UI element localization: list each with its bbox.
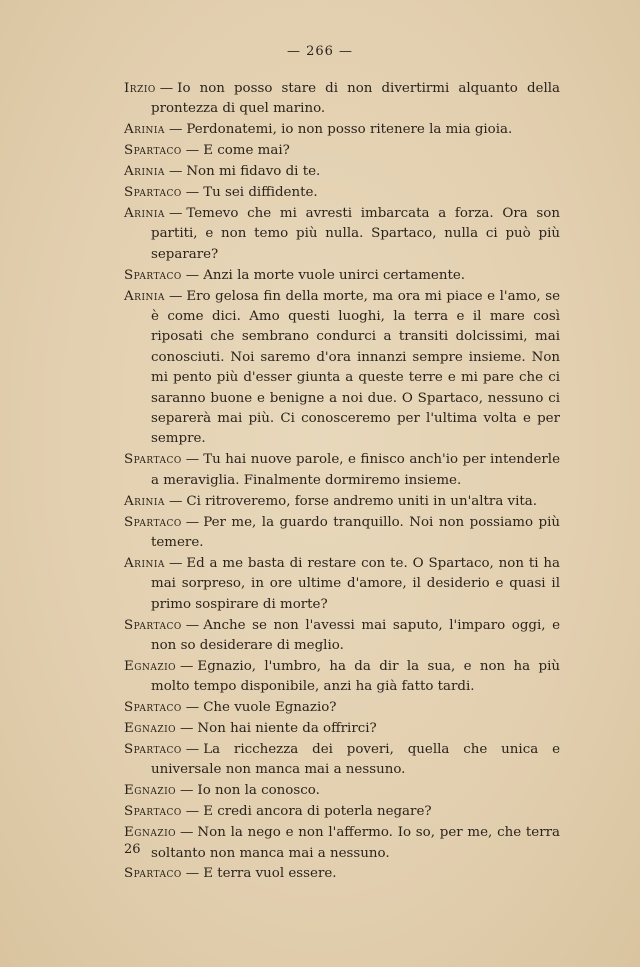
line-text: Io non posso stare di non divertirmi alquanto della prontezza di quel marino.	[151, 81, 560, 117]
speaker-name: Egnazio	[124, 825, 177, 841]
dialogue-line	[124, 79, 560, 120]
dialogue-line	[124, 864, 560, 884]
dialogue-line	[124, 204, 560, 265]
dialogue-line	[124, 740, 560, 781]
speaker-name: Arinia	[124, 122, 165, 138]
line-text: Temevo che mi avresti imbarcata a forza. Ora son partiti, e non temo più nulla. Spartaco, nulla ci può più separare?	[151, 205, 560, 262]
dialogue-line	[124, 657, 560, 698]
speaker-name: Arinia	[124, 288, 165, 304]
speaker-name: Spartaco	[124, 866, 182, 882]
line-text: Non mi fidavo di te.	[186, 164, 321, 180]
dialogue-line	[124, 823, 560, 864]
line-text: Ero gelosa fin della morte, ma ora mi piace e l'amo, se è come dici. Amo questi luoghi, la terra e il mare così riposati che sembrano condurci a transiti dolcissimi, mai conosciuti. Noi saremo d'ora innanzi sempre insieme. Non mi pento più d'esser giunta a queste terre e mi pare che ci saranno buone e benigne a noi due. O Spartaco, nessuno ci separerà mai più. Ci conosceremo per l'ultima volta e per sempre.	[151, 288, 560, 447]
speaker-name: Spartaco	[124, 742, 182, 757]
speaker-dash: —	[168, 288, 183, 304]
dialogue-line	[124, 513, 560, 554]
speaker-dash: —	[168, 205, 183, 221]
dialogue-line	[124, 162, 560, 182]
dialogue-line	[124, 492, 560, 512]
speaker-dash: —	[185, 617, 200, 633]
dialogue-line	[124, 287, 560, 450]
line-text: Non hai niente da offrirci?	[197, 721, 377, 737]
speaker-name: Spartaco	[124, 617, 182, 633]
page-number: — 266 —	[286, 44, 354, 59]
line-text: E credi ancora di poterla negare?	[203, 804, 432, 820]
line-text: Ci ritroveremo, forse andremo uniti in un'altra vita.	[186, 493, 538, 509]
speaker-name: Spartaco	[124, 452, 182, 468]
speaker-dash: —	[185, 143, 200, 159]
speaker-name: Spartaco	[124, 514, 182, 530]
signature-mark: 26	[124, 842, 141, 857]
speaker-name: Arinia	[124, 205, 165, 221]
speaker-name: Egnazio	[124, 721, 177, 737]
dialogue-line	[124, 719, 560, 739]
speaker-dash: —	[185, 514, 200, 530]
speaker-name: Spartaco	[124, 804, 182, 820]
speaker-dash: —	[159, 81, 174, 96]
speaker-name: Egnazio	[124, 783, 177, 799]
dialogue-line	[124, 450, 560, 491]
dialogue-line	[124, 554, 560, 615]
speaker-dash: —	[185, 700, 200, 716]
line-text: Non la nego e non l'affermo. Io so, per me, che terra soltanto non manca mai a nessuno.	[151, 825, 560, 861]
dialogue-line	[124, 141, 560, 161]
speaker-dash: —	[185, 452, 200, 468]
line-text: E come mai?	[203, 143, 290, 159]
speaker-dash: —	[180, 721, 194, 737]
speaker-name: Spartaco	[124, 700, 182, 716]
speaker-dash: —	[180, 783, 194, 799]
dialogue	[124, 79, 560, 885]
speaker-dash: —	[168, 122, 183, 138]
line-text: Ed a me basta di restare con te. O Spartaco, non ti ha mai sorpreso, in ore ultime d'amore, il desiderio e quasi il primo sospirare di morte?	[151, 555, 560, 612]
dialogue-line	[124, 802, 560, 822]
line-text: E terra vuol essere.	[203, 866, 337, 882]
speaker-dash: —	[180, 658, 194, 674]
speaker-dash: —	[168, 555, 183, 571]
dialogue-line	[124, 183, 560, 203]
speaker-dash: —	[185, 742, 200, 757]
speaker-dash: —	[185, 866, 200, 882]
speaker-name: Arinia	[124, 493, 165, 509]
speaker-dash: —	[168, 164, 183, 180]
line-text: Io non la conosco.	[197, 783, 320, 799]
dialogue-line	[124, 698, 560, 718]
speaker-dash: —	[185, 185, 200, 201]
speaker-dash: —	[185, 267, 200, 283]
line-text: La ricchezza dei poveri, quella che unica e universale non manca mai a nessuno.	[151, 742, 560, 778]
dialogue-line	[124, 266, 560, 286]
speaker-name: Spartaco	[124, 267, 182, 283]
line-text: Che vuole Egnazio?	[203, 700, 337, 716]
speaker-name: Spartaco	[124, 185, 182, 201]
speaker-dash: —	[185, 804, 200, 820]
speaker-name: Irzio	[124, 81, 156, 96]
speaker-name: Spartaco	[124, 143, 182, 159]
speaker-name: Egnazio	[124, 658, 177, 674]
speaker-name: Arinia	[124, 555, 165, 571]
line-text: Per me, la guardo tranquillo. Noi non possiamo più temere.	[151, 514, 560, 550]
line-text: Tu hai nuove parole, e finisco anch'io per intenderle a meraviglia. Finalmente dormiremo insieme.	[151, 452, 560, 488]
line-text: Tu sei diffidente.	[203, 185, 318, 201]
speaker-dash: —	[180, 825, 194, 841]
line-text: Perdonatemi, io non posso ritenere la mia gioia.	[186, 122, 513, 138]
line-text: Anzi la morte vuole unirci certamente.	[203, 267, 466, 283]
speaker-dash: —	[168, 493, 183, 509]
dialogue-line	[124, 616, 560, 657]
dialogue-line	[124, 120, 560, 140]
line-text: Egnazio, l'umbro, ha da dir la sua, e non ha più molto tempo disponibile, anzi ha già fatto tardi.	[151, 658, 560, 695]
dialogue-line	[124, 781, 560, 801]
speaker-name: Arinia	[124, 164, 165, 180]
line-text: Anche se non l'avessi mai saputo, l'imparo oggi, e non so desiderare di meglio.	[151, 617, 560, 653]
